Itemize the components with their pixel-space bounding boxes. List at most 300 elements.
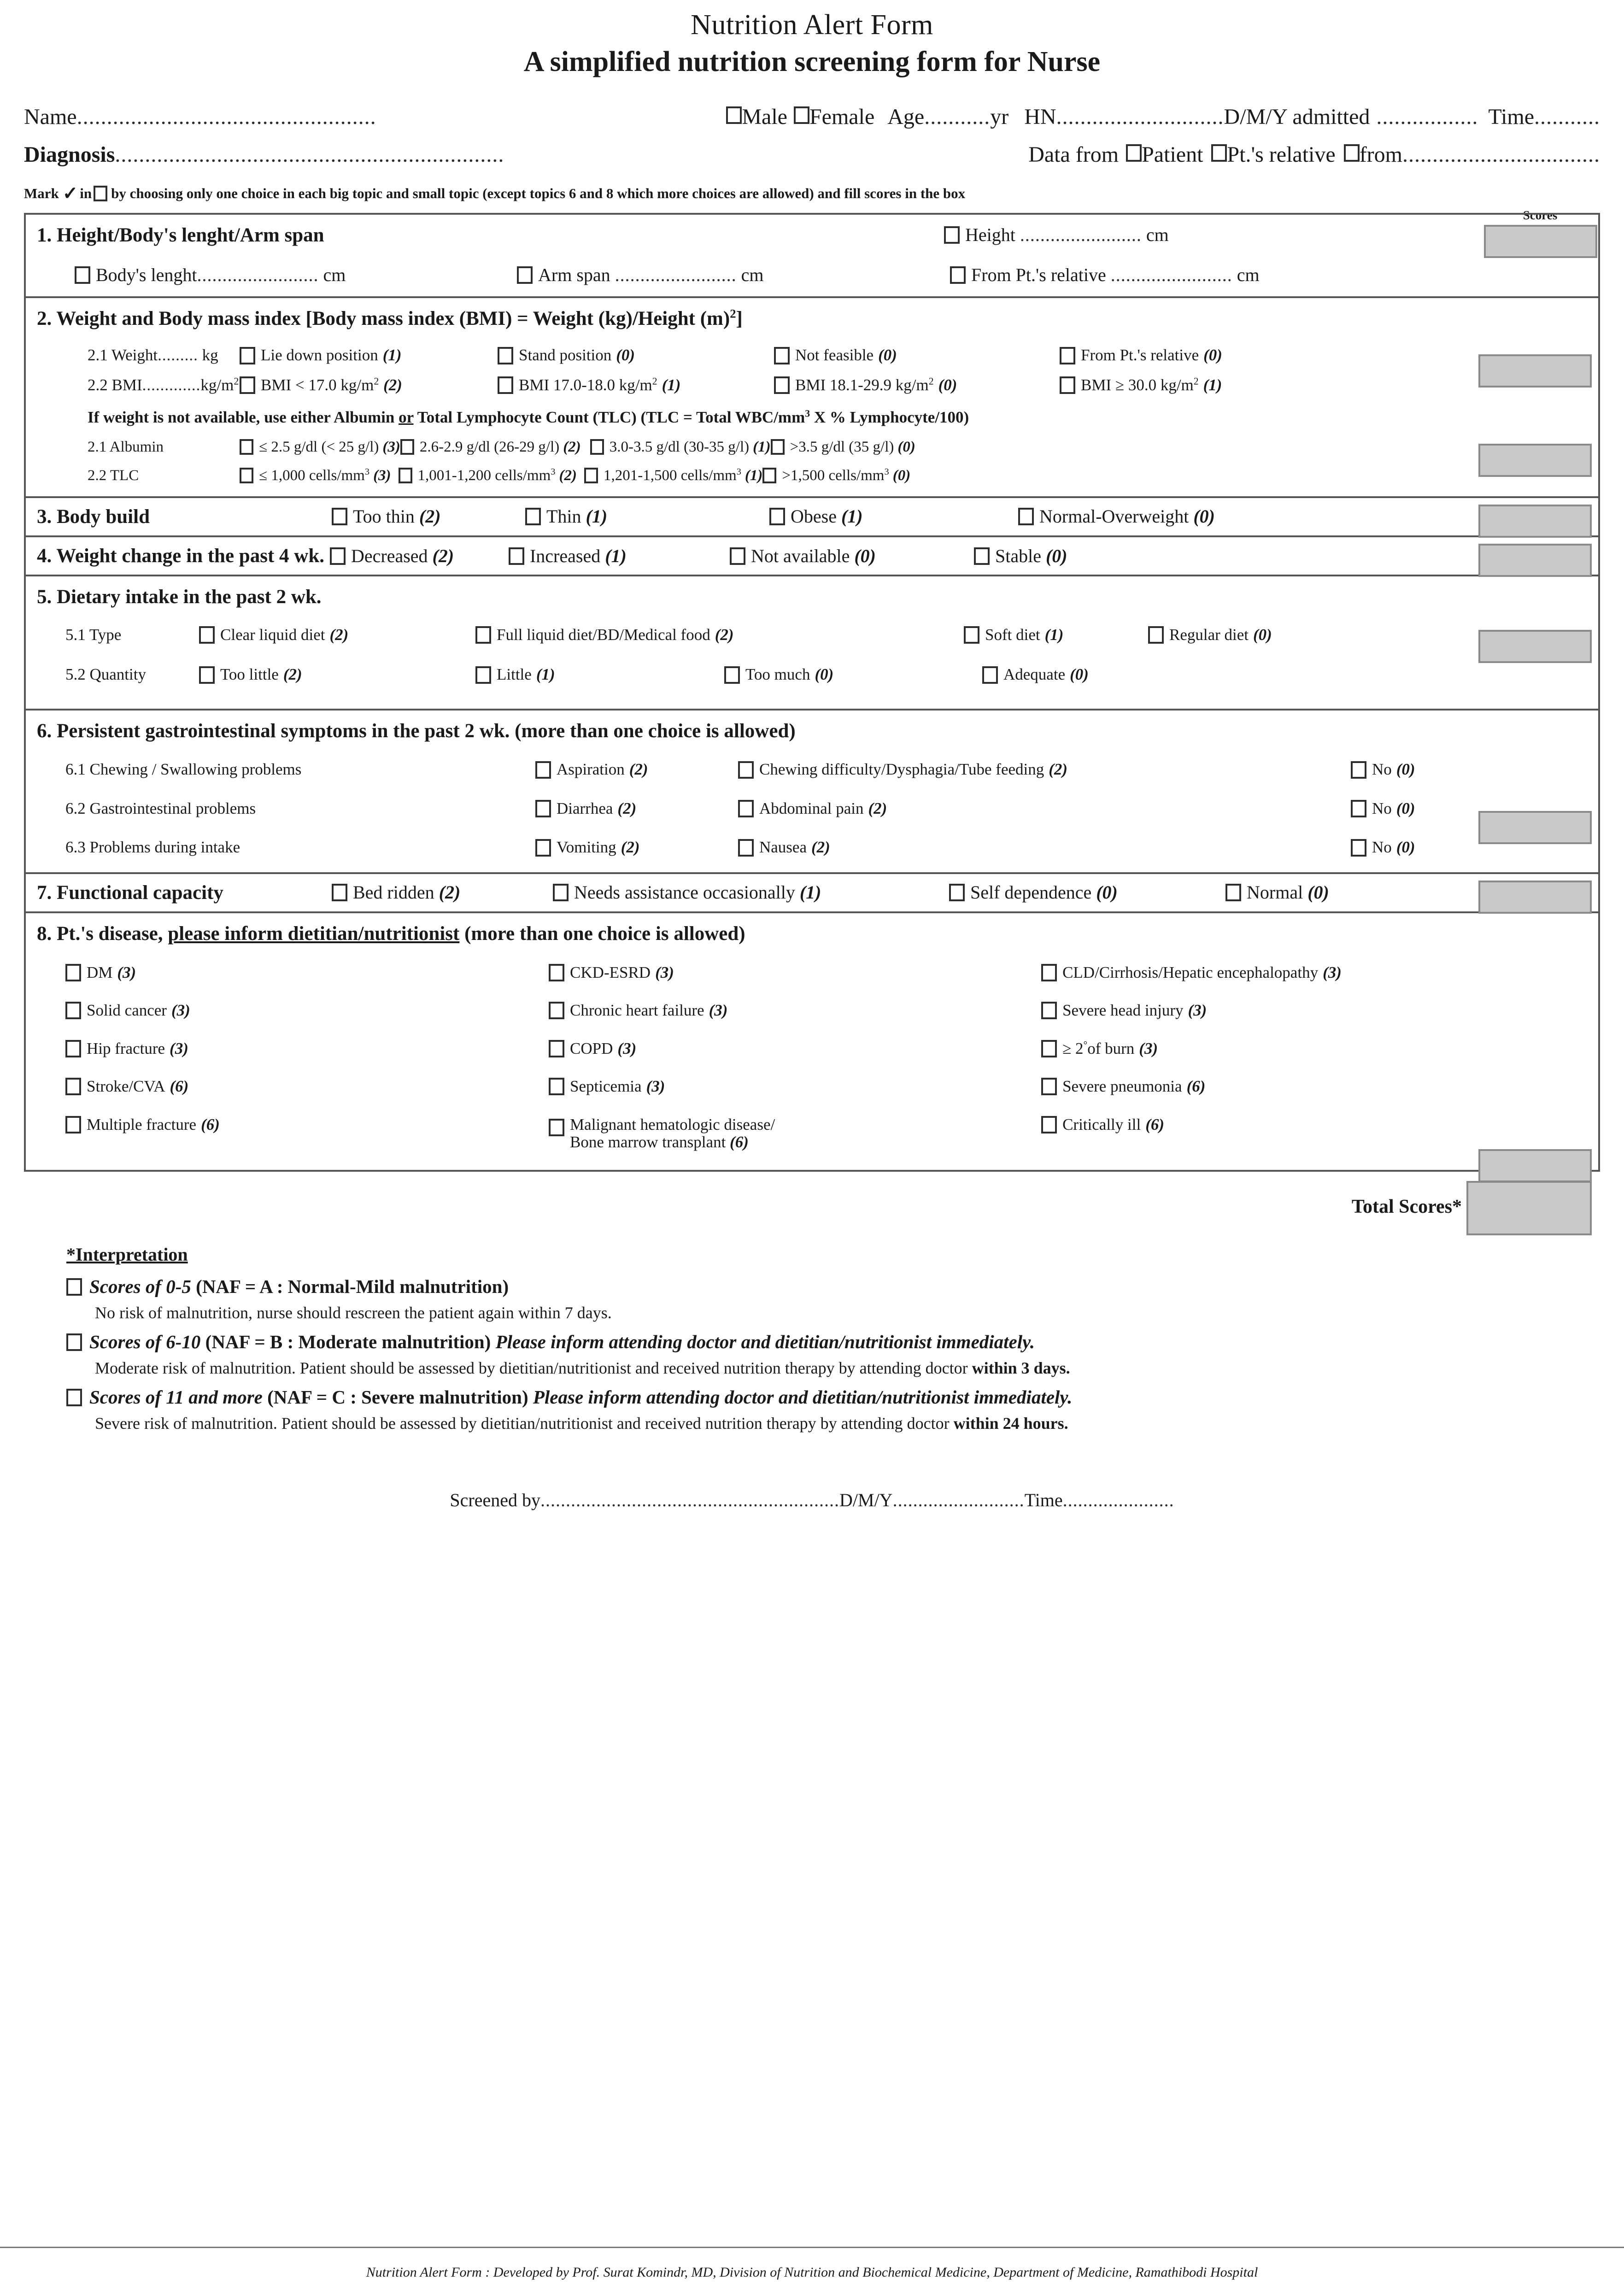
checkbox-too-thin[interactable] (332, 508, 347, 525)
arm-span-label: Arm span (538, 264, 610, 285)
checkbox-full-liquid-diet[interactable] (475, 626, 491, 644)
checkbox-bodys-lenght[interactable] (75, 266, 90, 284)
checkbox-tlc-le-1000[interactable] (240, 468, 253, 483)
checkbox-gi-row-2-no[interactable] (1351, 800, 1366, 817)
decreased-score: (2) (432, 545, 454, 566)
too-little-score: (2) (283, 665, 302, 684)
albumin-2-6-2-9-label: 2.6-2.9 g/dl (26-29 g/l) (419, 438, 560, 455)
checkbox-data-from-other[interactable] (1344, 144, 1360, 162)
footer-divider (0, 2247, 1624, 2248)
checkbox-adequate[interactable] (982, 666, 998, 684)
interpretation-item-c (66, 1386, 1600, 1409)
albumin-gt-3-5-score: (0) (897, 438, 915, 455)
diarrhea-score: (2) (617, 799, 637, 817)
data-from-label: Data from (1028, 142, 1119, 167)
checkbox-self-dependence[interactable] (949, 884, 965, 901)
tlc-le-1000-score: (3) (373, 467, 391, 484)
section-2-title-b: ] (736, 307, 743, 329)
checkbox-increased[interactable] (509, 547, 524, 565)
too-much-score: (0) (815, 665, 834, 684)
full-liquid-diet-score: (2) (715, 625, 734, 644)
arm-span-input[interactable]: ........................ (615, 264, 737, 285)
checkbox-albumin-le-2-5[interactable] (240, 439, 253, 455)
adequate-label: Adequate (1003, 665, 1066, 684)
pt-relative-label: Pt.'s relative (1227, 142, 1336, 167)
tlc-gt-1500-score: (0) (892, 467, 911, 484)
gi-row-1-label: 6.1 Chewing / Swallowing problems (65, 760, 302, 779)
tlc-1201-1500-label: 1,201-1,500 cells/$mm^3$ (603, 467, 741, 484)
soft-diet-score: (1) (1044, 625, 1064, 644)
footer-credit: Nutrition Alert Form : Developed by Prof. Surat Komindr, MD, Division of Nutrition and Biochemical Medicine, Department of Medicine, Ramathibodi Hospital (366, 2265, 1258, 2280)
solid-cancer-label: Solid cancer (87, 1001, 167, 1020)
male-label: Male (742, 104, 787, 129)
checkbox-chewing-difficulty[interactable] (738, 761, 754, 779)
checkbox-severe-pneumonia[interactable] (1041, 1078, 1057, 1095)
gi-row-2-no-label: No (1372, 799, 1392, 817)
age-label: Age (887, 104, 925, 129)
checkbox-obese[interactable] (769, 508, 785, 525)
screened-by-input[interactable]: ........................................................... (540, 1490, 839, 1511)
malignant-hematologic-score: (6) (730, 1133, 749, 1151)
section-8-patient-disease (26, 913, 1598, 1169)
regular-diet-score: (0) (1253, 625, 1272, 644)
checkbox-decreased[interactable] (330, 547, 346, 565)
vomiting-score: (2) (621, 838, 640, 857)
female-label: Female (809, 104, 875, 129)
gi-row-1-no-score: (0) (1396, 760, 1415, 779)
self-dependence-score: (0) (1096, 882, 1118, 903)
tlc-label: 2.2 TLC (88, 467, 139, 484)
little-label: Little (497, 665, 532, 684)
admitted-date-input[interactable]: ................. (1376, 104, 1478, 129)
interpretation-a-text: Scores of 0-5 (NAF = A : Normal-Mild malnutrition) (89, 1275, 509, 1297)
nausea-label: Nausea (759, 838, 807, 857)
checkbox-stroke-cva[interactable] (65, 1078, 81, 1095)
interpretation-heading: *Interpretation (66, 1244, 188, 1265)
instruction-prefix: Mark (24, 185, 59, 202)
bmi-label: 2.2 $BMI.............kg/m^2$ (88, 376, 239, 394)
bmi-17-18-label: BMI 17.0-18.0 $kg/m^2$ (519, 376, 657, 394)
checkbox-chronic-heart-failure[interactable] (549, 1002, 564, 1019)
nausea-score: (2) (811, 838, 830, 857)
full-liquid-diet-label: Full liquid diet/BD/Medical food (497, 625, 710, 644)
stand-position-score: (0) (616, 346, 635, 364)
name-label: Name (24, 104, 77, 129)
weight-from-relative-label: From Pt.'s relative (1081, 346, 1199, 364)
not-available-score: (0) (854, 545, 876, 566)
chronic-heart-failure-score: (3) (709, 1001, 728, 1020)
multiple-fracture-score: (6) (201, 1115, 220, 1133)
score-box-section-6[interactable] (1478, 811, 1592, 844)
tlc-1001-1200-label: 1,001-1,200 cells/$mm^3$ (417, 467, 556, 484)
section-8-title-b: (more than one choice is allowed) (459, 923, 745, 945)
interpretation-c-text: Scores of 11 and more (NAF = C : Severe malnutrition) Please inform attending doctor and dietitian/nutritionist immediately. (89, 1386, 1073, 1408)
section-8-title-underline: please inform dietitian/nutritionist (168, 923, 460, 945)
header-row-name (24, 106, 1600, 128)
severe-pneumonia-label: Severe pneumonia (1062, 1077, 1182, 1096)
checkbox-malignant-hematologic[interactable] (549, 1119, 564, 1136)
time-label: Time (1488, 104, 1534, 129)
needs-assistance-label: Needs assistance occasionally (574, 882, 795, 903)
checkbox-male[interactable] (726, 106, 742, 124)
total-scores-box[interactable] (1466, 1181, 1592, 1235)
albumin-le-2-5-score: (3) (382, 438, 400, 455)
not-available-label: Not available (750, 545, 850, 566)
checkbox-arm-span[interactable] (517, 266, 533, 284)
section-3-body-build (26, 498, 1598, 537)
from-relative-height-label: From Pt.'s relative (971, 264, 1106, 285)
albumin-3-0-3-5-score: (1) (753, 438, 771, 455)
score-box-section-5[interactable] (1478, 630, 1592, 663)
checkbox-thin[interactable] (525, 508, 541, 525)
checkbox-little[interactable] (475, 666, 491, 684)
scores-column-caption: Scores (1523, 208, 1558, 222)
normal-functional-score: (0) (1307, 882, 1329, 903)
checkbox-bmi-ge-30[interactable] (1060, 376, 1075, 394)
bed-ridden-score: (2) (439, 882, 461, 903)
aspiration-score: (2) (629, 760, 648, 779)
adequate-score: (0) (1070, 665, 1089, 684)
chronic-heart-failure-label: Chronic heart failure (570, 1001, 704, 1020)
footer-dmy-input[interactable]: .......................... (892, 1490, 1025, 1511)
albumin-gt-3-5-label: >3.5 g/dl (35 g/l) (790, 438, 894, 455)
normal-functional-label: Normal (1247, 882, 1303, 903)
hn-input[interactable]: ............................ (1056, 104, 1224, 129)
header-row-diagnosis (24, 144, 1600, 166)
obese-score: (1) (841, 506, 863, 527)
checkbox-naf-a[interactable] (66, 1278, 82, 1296)
self-dependence-label: Self dependence (970, 882, 1092, 903)
checkbox-critically-ill[interactable] (1041, 1116, 1057, 1133)
checkbox-bed-ridden[interactable] (332, 884, 347, 901)
gi-row-2-label: 6.2 Gastrointestinal problems (65, 799, 256, 817)
bmi-18-29-score: (0) (938, 376, 957, 394)
footer-dmy-label: D/M/Y (839, 1490, 893, 1511)
footer-time-label: Time (1024, 1490, 1063, 1511)
disease-column-1 (65, 964, 549, 1151)
checkbox-not-available[interactable] (730, 547, 745, 565)
tlc-le-1000-label: ≤ 1,000 cells/$mm^3$ (259, 467, 370, 484)
section-4-weight-change (26, 537, 1598, 576)
ckd-esrd-label: CKD-ESRD (570, 963, 651, 981)
septicemia-score: (3) (646, 1077, 665, 1096)
checkbox-severe-head-injury[interactable] (1041, 1002, 1057, 1019)
gi-row-3-no-label: No (1372, 838, 1392, 857)
stable-score: (0) (1045, 545, 1067, 566)
bmi-18-29-label: BMI 18.1-29.9 $kg/m^2$ (795, 376, 934, 394)
bodys-lenght-unit: cm (323, 264, 346, 285)
tlc-1201-1500-score: (1) (745, 467, 763, 484)
too-thin-score: (2) (419, 506, 441, 527)
instruction-in: in (80, 185, 92, 202)
albumin-3-0-3-5-label: 3.0-3.5 g/dl (30-35 g/l) (609, 438, 750, 455)
screened-by-label: Screened by (450, 1490, 540, 1511)
checkbox-aspiration[interactable] (535, 761, 551, 779)
diet-quantity-label: 5.2 Quantity (65, 665, 146, 684)
checkbox-bmi-18-29[interactable] (774, 376, 790, 394)
interpretation-b-desc: Moderate risk of malnutrition. Patient should be assessed by dietitian/nutritionist and received nutrition therapy by attending doctor within 3 days. (95, 1359, 1070, 1378)
checkbox-normal-overweight[interactable] (1018, 508, 1034, 525)
solid-cancer-score: (3) (171, 1001, 190, 1020)
tlc-1001-1200-score: (2) (559, 467, 577, 484)
checkbox-ckd-esrd[interactable] (549, 964, 564, 981)
too-thin-label: Too thin (353, 506, 415, 527)
dm-label: DM (87, 963, 113, 981)
bodys-lenght-input[interactable]: ........................ (197, 264, 319, 285)
increased-score: (1) (605, 545, 627, 566)
tlc-gt-1500-label: >1,500 cells/$mm^3$ (782, 467, 889, 484)
thin-label: Thin (546, 506, 581, 527)
page-title: Nutrition Alert Form (691, 9, 933, 41)
hn-label: HN (1024, 104, 1056, 129)
dm-score: (3) (117, 963, 136, 981)
checkbox-dm[interactable] (65, 964, 81, 981)
score-box-section-2-lab[interactable] (1478, 444, 1592, 477)
section-7-functional-capacity (26, 874, 1598, 913)
age-unit: yr (990, 104, 1009, 129)
albumin-2-6-2-9-score: (2) (563, 438, 581, 455)
ckd-esrd-score: (3) (655, 963, 674, 981)
checkbox-hip-fracture[interactable] (65, 1040, 81, 1057)
needs-assistance-score: (1) (799, 882, 821, 903)
section-4-title: 4. Weight change in the past 4 wk. (37, 545, 324, 567)
checkbox-soft-diet[interactable] (964, 626, 979, 644)
not-feasible-score: (0) (878, 346, 897, 364)
section-7-title: 7. Functional capacity (37, 881, 223, 904)
checkbox-gi-row-3-no[interactable] (1351, 839, 1366, 857)
bmi-lt-17-score: (2) (383, 376, 402, 394)
normal-overweight-score: (0) (1193, 506, 1215, 527)
cld-cirrhosis-score: (3) (1323, 963, 1342, 981)
diagnosis-input[interactable]: ................................................................. (115, 143, 504, 166)
checkbox-lie-down-position[interactable] (240, 347, 255, 364)
stable-label: Stable (995, 545, 1041, 566)
checkbox-solid-cancer[interactable] (65, 1002, 81, 1019)
bmi-lt-17-label: BMI < 17.0 $kg/m^2$ (261, 376, 379, 394)
checkbox-gi-row-1-no[interactable] (1351, 761, 1366, 779)
burn-score: (3) (1139, 1039, 1158, 1057)
section-5-dietary-intake (26, 576, 1598, 710)
checkbox-albumin-3-0-3-5[interactable] (590, 439, 604, 455)
interpretation-a-desc: No risk of malnutrition, nurse should rescreen the patient again within 7 days. (95, 1303, 612, 1322)
checkbox-albumin-2-6-2-9[interactable] (400, 439, 414, 455)
lie-down-position-score: (1) (382, 346, 402, 364)
section-2-title-sup: 2 (730, 306, 736, 321)
regular-diet-label: Regular diet (1169, 625, 1249, 644)
checkbox-normal-functional[interactable] (1225, 884, 1241, 901)
stroke-cva-label: Stroke/CVA (87, 1077, 165, 1096)
checkbox-height[interactable] (944, 226, 960, 244)
checkbox-too-little[interactable] (199, 666, 215, 684)
checkbox-bmi-17-18[interactable] (498, 376, 513, 394)
form-sections-grid (24, 213, 1600, 1172)
gi-row-3-label: 6.3 Problems during intake (65, 838, 240, 857)
instruction-line (24, 184, 1600, 203)
hip-fracture-score: (3) (170, 1039, 188, 1057)
disease-column-2 (549, 964, 1041, 1151)
checkbox-data-from-pt-relative[interactable] (1211, 144, 1227, 162)
severe-pneumonia-score: (6) (1186, 1077, 1206, 1096)
checkbox-albumin-gt-3-5[interactable] (771, 439, 785, 455)
checkbox-data-from-patient[interactable] (1126, 144, 1142, 162)
arm-span-unit: cm (741, 264, 764, 285)
weight-label: 2.1 Weight......... kg (88, 346, 218, 364)
instruction-checkbox-sample (94, 186, 107, 201)
checkbox-too-much[interactable] (724, 666, 740, 684)
checkbox-abdominal-pain[interactable] (738, 800, 754, 817)
soft-diet-label: Soft diet (985, 625, 1040, 644)
section-8-title (37, 922, 1594, 945)
abdominal-pain-score: (2) (868, 799, 887, 817)
interpretation-b-text: Scores of 6-10 (NAF = B : Moderate malnutrition) Please inform attending doctor and dietitian/nutritionist immediately. (89, 1331, 1035, 1352)
screened-by-row (24, 1489, 1600, 1511)
bmi-17-18-score: (1) (662, 376, 681, 394)
chewing-difficulty-score: (2) (1049, 760, 1068, 779)
section-1-height (26, 215, 1598, 298)
normal-overweight-label: Normal-Overweight (1039, 506, 1189, 527)
critically-ill-label: Critically ill (1062, 1115, 1141, 1133)
from-input[interactable]: ................................. (1402, 142, 1600, 167)
clear-liquid-diet-score: (2) (329, 625, 349, 644)
interpretation-item-a (66, 1275, 1600, 1298)
checkbox-bmi-lt-17[interactable] (240, 376, 255, 394)
checkbox-tlc-gt-1500[interactable] (762, 468, 776, 483)
checkbox-copd[interactable] (549, 1040, 564, 1057)
from-label: from (1359, 142, 1402, 167)
time-input[interactable]: ........... (1534, 104, 1600, 129)
checkbox-clear-liquid-diet[interactable] (199, 626, 215, 644)
septicemia-label: Septicemia (570, 1077, 642, 1096)
checkbox-cld-cirrhosis[interactable] (1041, 964, 1057, 981)
height-input[interactable]: ........................ (1020, 224, 1142, 246)
admitted-label: D/M/Y admitted (1224, 104, 1370, 129)
header-fields (24, 106, 1600, 203)
bmi-ge-30-score: (1) (1203, 376, 1222, 394)
score-box-section-2-weight[interactable] (1478, 354, 1592, 388)
checkbox-septicemia[interactable] (549, 1078, 564, 1095)
section-2-weight-bmi (26, 298, 1598, 498)
checkbox-nausea[interactable] (738, 839, 754, 857)
severe-head-injury-label: Severe head injury (1062, 1001, 1184, 1020)
check-mark-icon: ✓ (62, 182, 78, 204)
checkbox-tlc-1001-1200[interactable] (399, 468, 412, 483)
page-subtitle: A simplified nutrition screening form for Nurse (523, 46, 1101, 78)
little-score: (1) (536, 665, 555, 684)
albumin-label: 2.1 Albumin (88, 438, 164, 455)
from-relative-height-input[interactable]: ........................ (1110, 264, 1232, 285)
section-6-title: 6. Persistent gastrointestinal symptoms in the past 2 wk. (more than one choice is allowed) (37, 720, 796, 742)
checkbox-from-pt-relative-height[interactable] (950, 266, 966, 284)
thin-score: (1) (586, 506, 608, 527)
diagnosis-label: Diagnosis (24, 142, 115, 167)
total-scores-label: Total Scores* (1351, 1196, 1462, 1217)
severe-head-injury-score: (3) (1188, 1001, 1207, 1020)
interpretation-block (24, 1244, 1600, 1434)
section-2-title-a: 2. Weight and Body mass index [Body mass index (BMI) = Weight (kg)/Height (m) (37, 307, 730, 329)
checkbox-needs-assistance[interactable] (553, 884, 569, 901)
checkbox-tlc-1201-1500[interactable] (584, 468, 598, 483)
instruction-text: by choosing only one choice in each big topic and small topic (except topics 6 and 8 which more choices are allowed) and fill scores in the box (111, 185, 966, 202)
too-much-label: Too much (745, 665, 810, 684)
checkbox-burn[interactable] (1041, 1040, 1057, 1057)
section-6-gi-symptoms (26, 711, 1598, 874)
checkbox-weight-from-relative[interactable] (1060, 347, 1075, 364)
chewing-difficulty-label: Chewing difficulty/Dysphagia/Tube feeding (759, 760, 1044, 779)
critically-ill-score: (6) (1145, 1115, 1165, 1133)
total-scores-row (24, 1172, 1600, 1241)
checkbox-naf-c[interactable] (66, 1389, 82, 1406)
not-feasible-label: Not feasible (795, 346, 874, 364)
patient-label: Patient (1142, 142, 1203, 167)
section-5-title: 5. Dietary intake in the past 2 wk. (37, 586, 322, 608)
footer-time-input[interactable]: ...................... (1062, 1490, 1174, 1511)
copd-label: COPD (570, 1039, 613, 1057)
abdominal-pain-label: Abdominal pain (759, 799, 864, 817)
diet-type-label: 5.1 Type (65, 625, 122, 644)
age-input[interactable]: ........... (924, 104, 991, 129)
stand-position-label: Stand position (519, 346, 612, 364)
bodys-lenght-label: Body's lenght (96, 264, 197, 285)
stroke-cva-score: (6) (170, 1077, 189, 1096)
lie-down-position-label: Lie down position (261, 346, 378, 364)
name-input[interactable]: .................................................. (76, 106, 376, 128)
hip-fracture-label: Hip fracture (87, 1039, 165, 1057)
checkbox-not-feasible[interactable] (774, 347, 790, 364)
cld-cirrhosis-label: CLD/Cirrhosis/Hepatic encephalopathy (1062, 963, 1319, 981)
from-relative-height-unit: cm (1237, 264, 1260, 285)
checkbox-stable[interactable] (974, 547, 990, 565)
clear-liquid-diet-label: Clear liquid diet (220, 625, 325, 644)
score-box-section-7[interactable] (1478, 881, 1592, 914)
checkbox-stand-position[interactable] (498, 347, 513, 364)
gi-row-2-no-score: (0) (1396, 799, 1415, 817)
score-box-section-4[interactable] (1478, 544, 1592, 577)
alt-note: If weight is not available, use either Albumin or Total Lymphocyte Count (TLC) (TLC = Total WBC/$mm^3$ X % Lymphocyte/100) (88, 408, 969, 427)
burn-label: ≥ 2°of burn (1062, 1039, 1135, 1057)
title-block (24, 0, 1600, 79)
interpretation-c-desc: Severe risk of malnutrition. Patient should be assessed by dietitian/nutritionist and received nutrition therapy by attending doctor within 24 hours. (95, 1414, 1068, 1433)
too-little-label: Too little (220, 665, 279, 684)
section-3-title: 3. Body build (37, 505, 150, 528)
diarrhea-label: Diarrhea (557, 799, 613, 817)
bmi-ge-30-label: BMI ≥ 30.0 $kg/m^2$ (1081, 376, 1199, 394)
disease-column-3 (1041, 964, 1594, 1151)
decreased-label: Decreased (351, 545, 428, 566)
albumin-le-2-5-label: ≤ 2.5 g/dl (< 25 g/l) (259, 438, 379, 455)
increased-label: Increased (529, 545, 601, 566)
gi-row-3-no-score: (0) (1396, 838, 1415, 857)
checkbox-naf-b[interactable] (66, 1333, 82, 1351)
weight-from-relative-score: (0) (1203, 346, 1222, 364)
obese-label: Obese (791, 506, 837, 527)
multiple-fracture-label: Multiple fracture (87, 1115, 197, 1133)
section-1-title: 1. Height/Body's lenght/Arm span (37, 224, 324, 246)
vomiting-label: Vomiting (557, 838, 616, 857)
checkbox-female[interactable] (794, 106, 809, 124)
gi-row-1-no-label: No (1372, 760, 1392, 779)
interpretation-item-b (66, 1331, 1600, 1353)
score-box-section-3[interactable] (1478, 505, 1592, 538)
section-2-title (37, 307, 1594, 330)
checkbox-regular-diet[interactable] (1148, 626, 1164, 644)
checkbox-multiple-fracture[interactable] (65, 1116, 81, 1133)
checkbox-diarrhea[interactable] (535, 800, 551, 817)
checkbox-vomiting[interactable] (535, 839, 551, 857)
height-option-label: Height (965, 224, 1015, 246)
bed-ridden-label: Bed ridden (353, 882, 434, 903)
copd-score: (3) (617, 1039, 637, 1057)
section-8-title-a: 8. Pt.'s disease, (37, 923, 168, 945)
